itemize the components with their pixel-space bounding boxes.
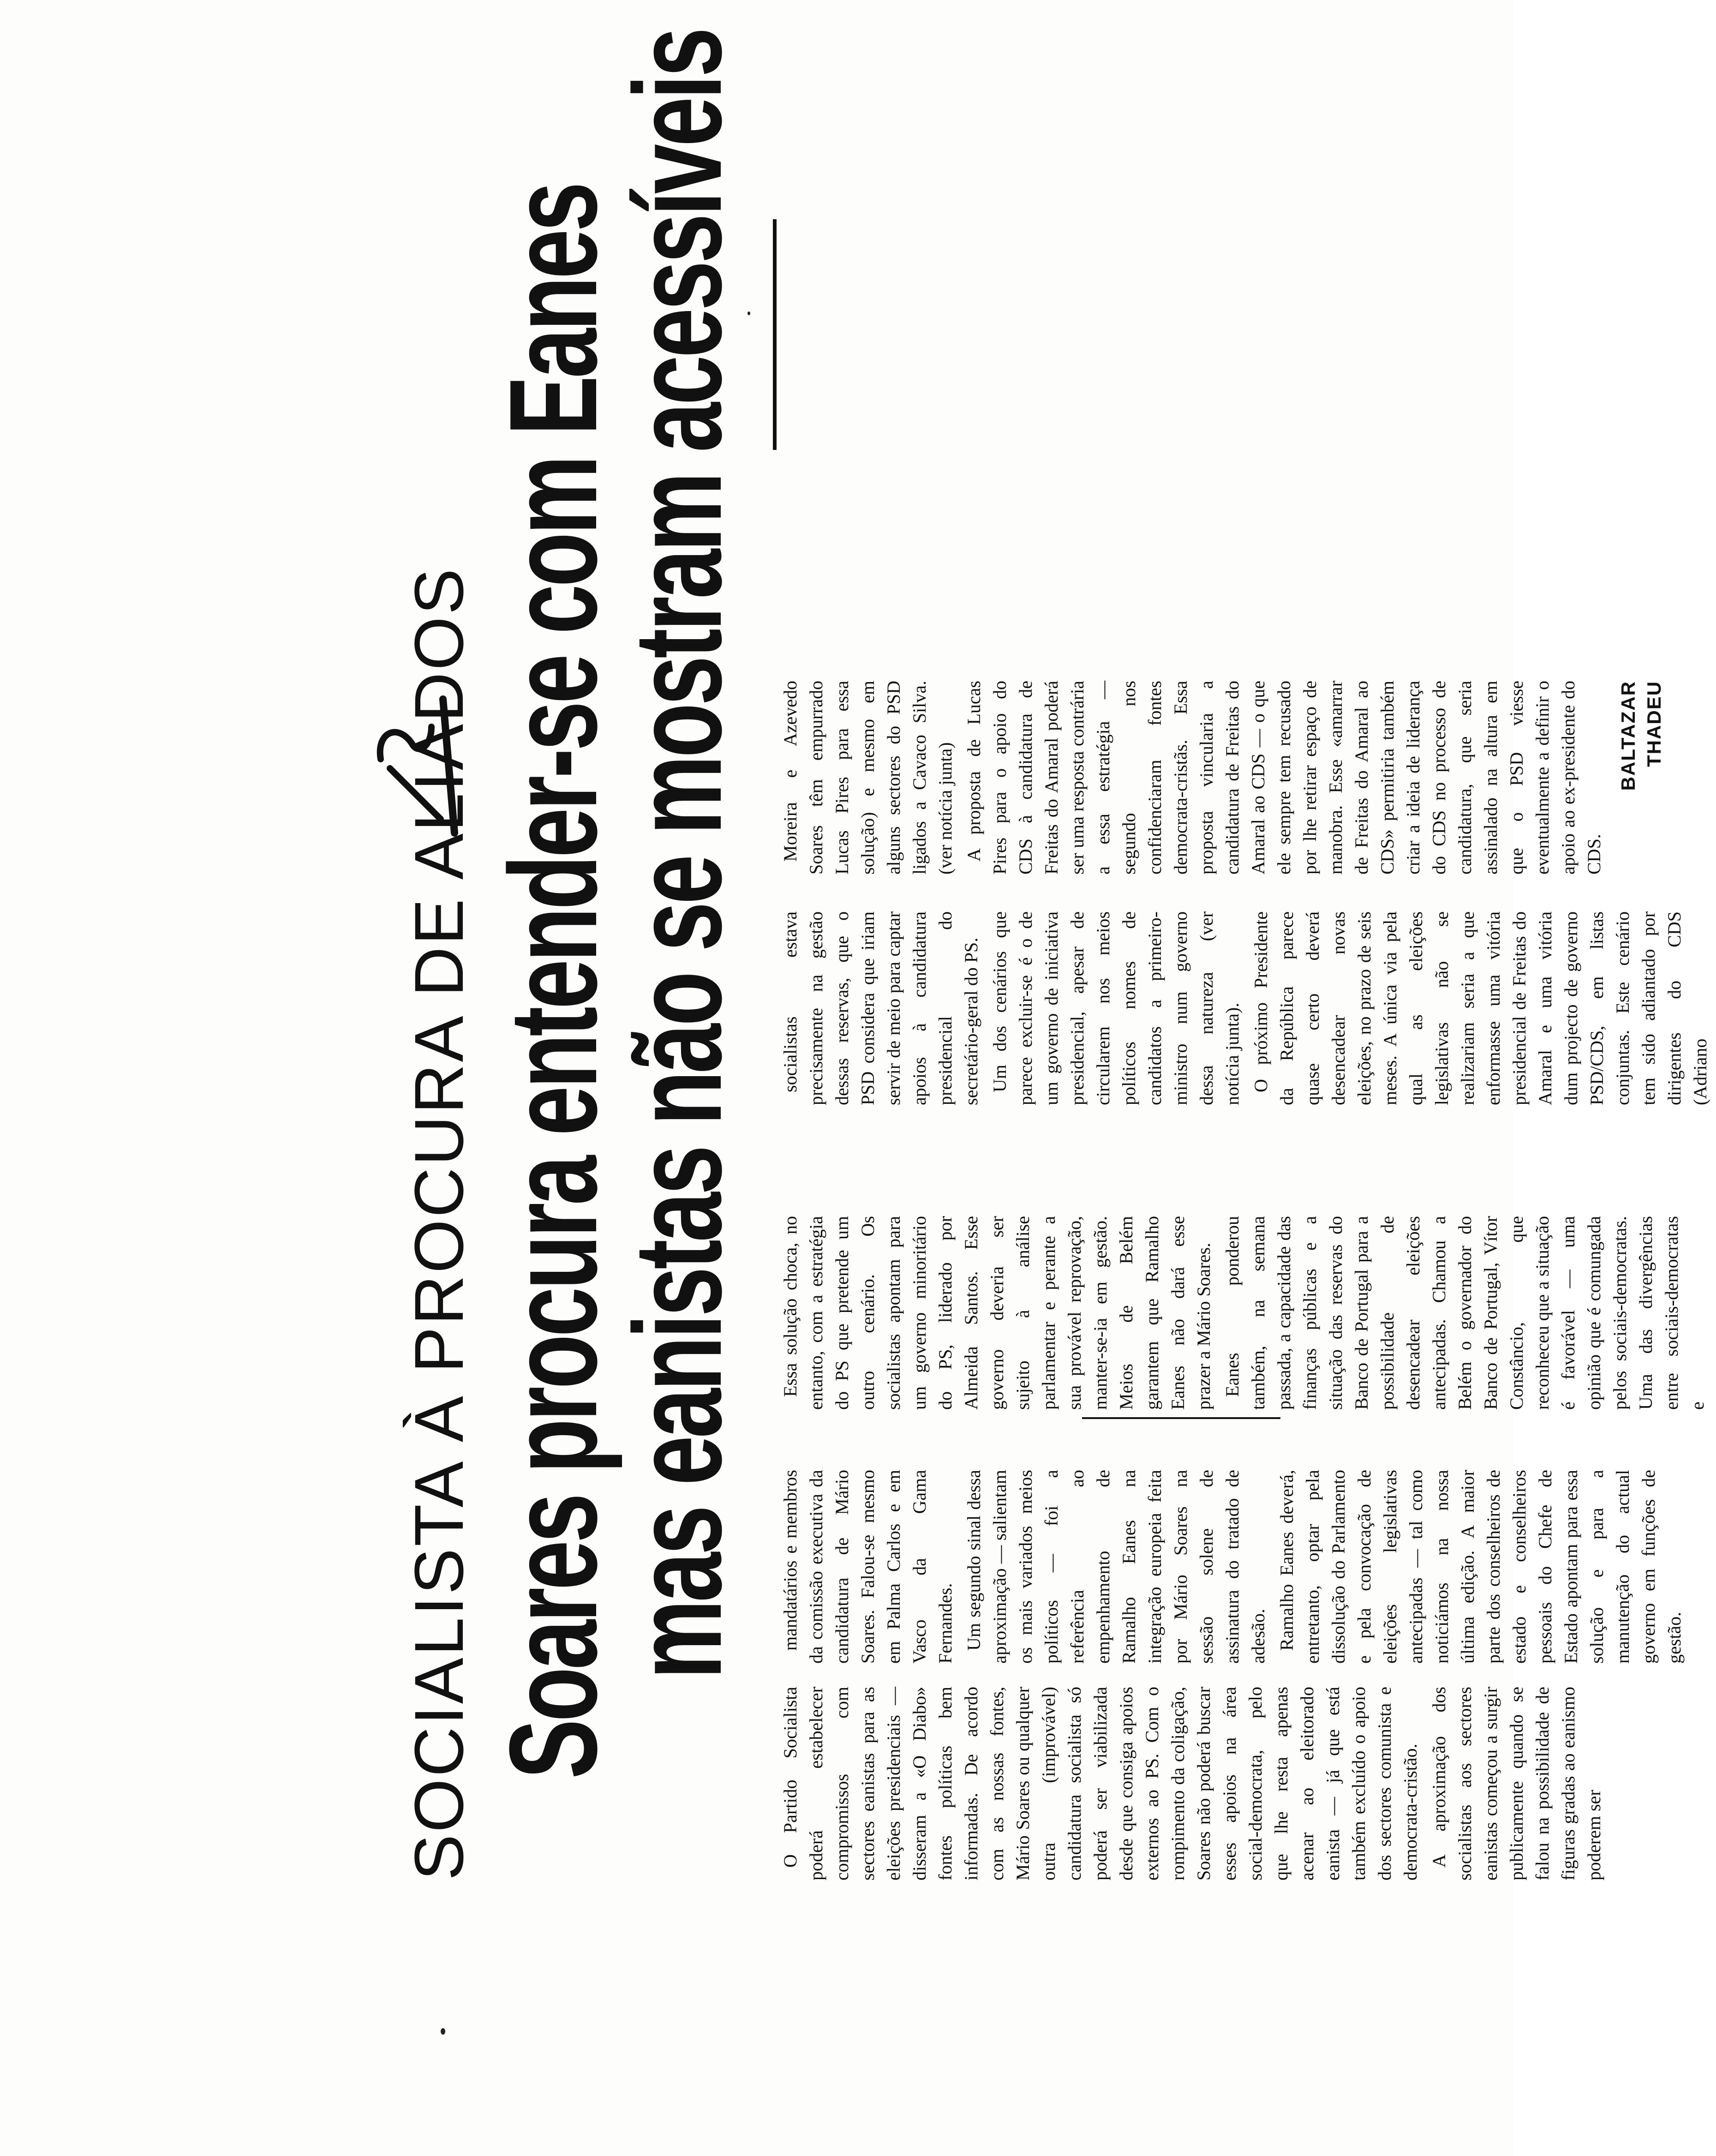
paragraph: A proposta de Lucas Pires para o apoio do CDS à candidatura de Freitas do Amaral poderá ser uma resposta contrária a essa estratégia — segundo nos confidenciaram fontes democrata-cristãs. Essa proposta vincularia a candidatura de Freitas do Amaral ao CDS — o que ele sempre tem recusado por lhe retirar espaço de manobra. Esse «amarrar de Freitas do Amaral ao CDS» permitiria também criar a ideia de liderança do CDS no processo de candidatura, que seria assinalado na altura em que o PSD viesse eventualmente a definir o apoio ao ex-presidente do CDS. — [963, 681, 1604, 874]
paragraph: Eanes ponderou também, na semana passada, a capacidade das finanças públicas e a situação das reservas do Banco de Portugal para a possibilidade de desencadear eleições antecipadas. Chamou a Belém o governador do Banco de Portugal, Vítor Constâncio, que reconheceu que a situação é favorável — uma opinião que é comungada pelos sociais-democratas. Uma das divergências entre sociais-democratas e — [1222, 1216, 1708, 1410]
handwritten-mark — [362, 690, 482, 838]
paragraph: Ramalho Eanes deverá, entretanto, optar pela dissolução do Parlamento e pela convocação de eleições legislativas antecipadas — tal como noticiámos na nossa última edição. A maior parte dos conselheiros de estado e conselheiros pessoais do Chefe de Estado apontam para essa solução e para a manutenção do actual governo em funções de gestão. — [1276, 1470, 1685, 1664]
headline-line-2: mas eanistas não se mostram acessíveis — [609, 30, 747, 1679]
column-1 — [777, 1687, 1610, 1881]
column-divider — [1082, 1417, 1280, 1419]
article-body — [777, 219, 1710, 1881]
paragraph: mandatários e membros da comissão executiva da candidatura de Mário Soares. Falou-se mesmo em Palma Carlos e em Vasco da Gama Fernandes. — [780, 1470, 956, 1664]
column-5 — [777, 681, 1667, 874]
paragraph: Um segundo sinal dessa aproximação — salientam os mais variados meios políticos — foi a referência ao empenhamento de Ramalho Eanes na integração europeia feita por Mário Soares na sessão solene de assinatura do tratado de adesão. — [963, 1470, 1268, 1664]
paragraph: Essa solução choca, no entanto, com a estratégia do PS que pretende um outro cenário. Os socialistas apontam para um governo minoritário do PS, liderado por Almeida Santos. Esse governo deveria ser sujeito à análise parlamentar e perante a sua provável reprovação, manter-se-ia em gestão. Meios de Belém garantem que Ramalho Eanes não dará esse prazer a Mário Soares. — [780, 1216, 1214, 1410]
kicker: SOCIALISTA À PROCURA DE ALIADOS — [400, 566, 478, 1881]
newspaper-clipping — [390, 30, 1710, 1881]
paragraph: socialistas estava precisamente na gestão dessas reservas, que o PSD considera que iriam servir de meio para captar apoios à candidatura presidencial do secretário-geral do PS. — [780, 911, 981, 1105]
paragraph: A aproximação dos socialistas aos sectores eanistas começou a surgir publicamente quando se falou na possibilidade de figuras gradas ao eanismo poderem ser — [1429, 1687, 1604, 1881]
paragraph: Moreira e Azevedo Soares têm empurrado Lucas Pires para essa solução) e mesmo em alguns sectores do PSD ligados a Cavaco Silva. (ver notícia junta) — [780, 681, 956, 874]
speck-mark — [441, 2028, 445, 2035]
column-3 — [777, 1216, 1713, 1410]
headline-line-1: Soares procura entender-se com Eanes — [484, 184, 623, 1779]
paragraph: O Partido Socialista poderá estabelecer compromissos com sectores eanistas para as eleições presidenciais — disseram a «O Diabo» fontes políticas bem informadas. De acordo com as nossas fontes, Mário Soares ou qualquer outra (improvável) candidatura socialista só poderá ser viabilizada desde que consiga apoios externos ao PS. Com o rompimento da coligação, Soares não poderá buscar esses apoios na área social-democrata, pelo que lhe resta apenas acenar ao eleitorado eanista — já que está também excluído o apoio dos sectores comunista e democrata-cristão. — [780, 1687, 1421, 1881]
column-2 — [777, 1470, 1690, 1664]
column-4 — [777, 911, 1716, 1105]
byline: BALTAZAR THADEU — [1617, 681, 1665, 791]
headline — [484, 30, 747, 1779]
paragraph: O próximo Presidente da República parece quase certo deverá desencadear novas eleições, no prazo de seis meses. A única via pela qual as eleições legislativas não se realizariam seria a que enformasse uma vitória presidencial de Freitas do Amaral e uma vitória dum projecto de governo PSD/CDS, em listas conjuntas. Este cenário tem sido adiantado por dirigentes do CDS (Adriano — [1250, 911, 1710, 1105]
paragraph: Um dos cenários que parece excluir-se é o de um governo de iniciativa presidencial, apesar de circularem nos meios políticos nomes de candidatos a primeiro-ministro num governo dessa natureza (ver notícia junta). — [989, 911, 1243, 1105]
top-rule — [773, 219, 777, 450]
